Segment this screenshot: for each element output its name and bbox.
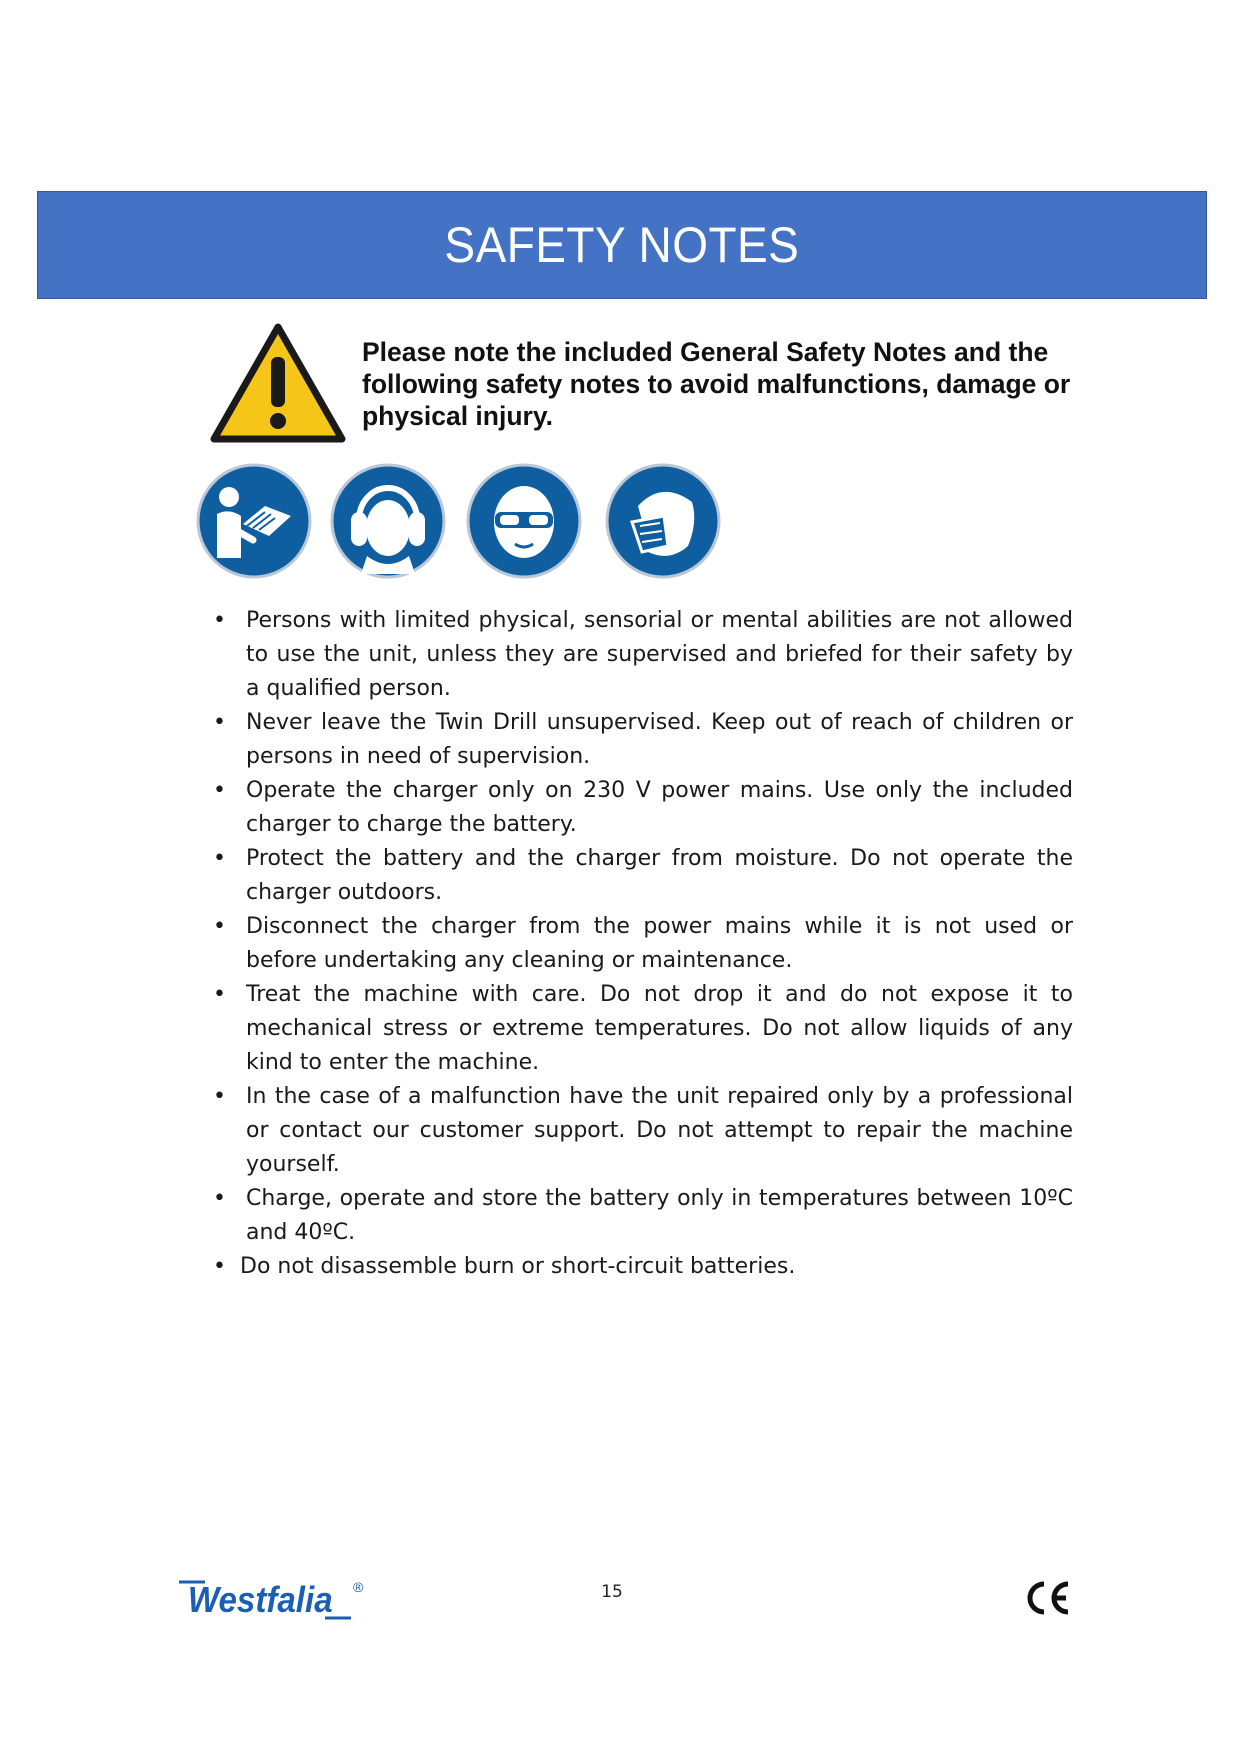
- list-item: • Charge, operate and store the battery only in temperatures between 10ºC and 40ºC.: [213, 1182, 1073, 1250]
- list-item: • Treat the machine with care. Do not drop it and do not expose it to mechanical stress or extreme temperatures. Do not allow liquids of any kind to enter the machine.: [213, 978, 1073, 1080]
- list-item: • In the case of a malfunction have the unit repaired only by a professional or contact our customer support. Do not attempt to repair the machine yourself.: [213, 1080, 1073, 1182]
- brand-name: Westfalia: [187, 1580, 333, 1621]
- warning-triangle-icon: [210, 323, 346, 443]
- header-banner: [37, 191, 1207, 299]
- list-item: • Protect the battery and the charger from moisture. Do not operate the charger outdoors.: [213, 842, 1073, 910]
- read-manual-icon: [195, 462, 313, 580]
- ce-mark-icon: [1022, 1578, 1072, 1618]
- list-item: • Disconnect the charger from the power mains while it is not used or before undertaking any cleaning or maintenance.: [213, 910, 1073, 978]
- bullet-icon: •: [213, 1084, 226, 1109]
- bullet-icon: •: [213, 608, 226, 633]
- page-number: 15: [601, 1582, 623, 1602]
- safety-notes-list: [213, 604, 1073, 1284]
- bullet-icon: •: [213, 982, 226, 1007]
- bullet-icon: •: [213, 846, 226, 871]
- eye-protection-icon: [465, 462, 583, 580]
- bullet-icon: •: [213, 710, 226, 735]
- registered-mark: ®: [353, 1579, 364, 1595]
- intro-text: Please note the included General Safety Notes and the following safety notes to avoid malfunctions, damage or physical injury.: [362, 337, 1071, 431]
- bullet-icon: •: [213, 1186, 226, 1211]
- ear-protection-icon: [329, 462, 447, 580]
- mandatory-icons-row: [195, 462, 715, 584]
- bullet-icon: •: [213, 1254, 226, 1279]
- list-item: • Operate the charger only on 230 V power mains. Use only the included charger to charge the battery.: [213, 774, 1073, 842]
- dust-mask-icon: [604, 462, 722, 580]
- bullet-icon: •: [213, 778, 226, 803]
- list-item: • Do not disassemble burn or short-circuit batteries.: [213, 1250, 1073, 1284]
- list-item: • Persons with limited physical, sensorial or mental abilities are not allowed to use the unit, unless they are supervised and briefed for their safety by a qualified person.: [213, 604, 1073, 706]
- list-item: • Never leave the Twin Drill unsupervised. Keep out of reach of children or persons in need of supervision.: [213, 706, 1073, 774]
- westfalia-logo: [175, 1576, 375, 1622]
- bullet-icon: •: [213, 914, 226, 939]
- page-title: SAFETY NOTES: [444, 217, 800, 273]
